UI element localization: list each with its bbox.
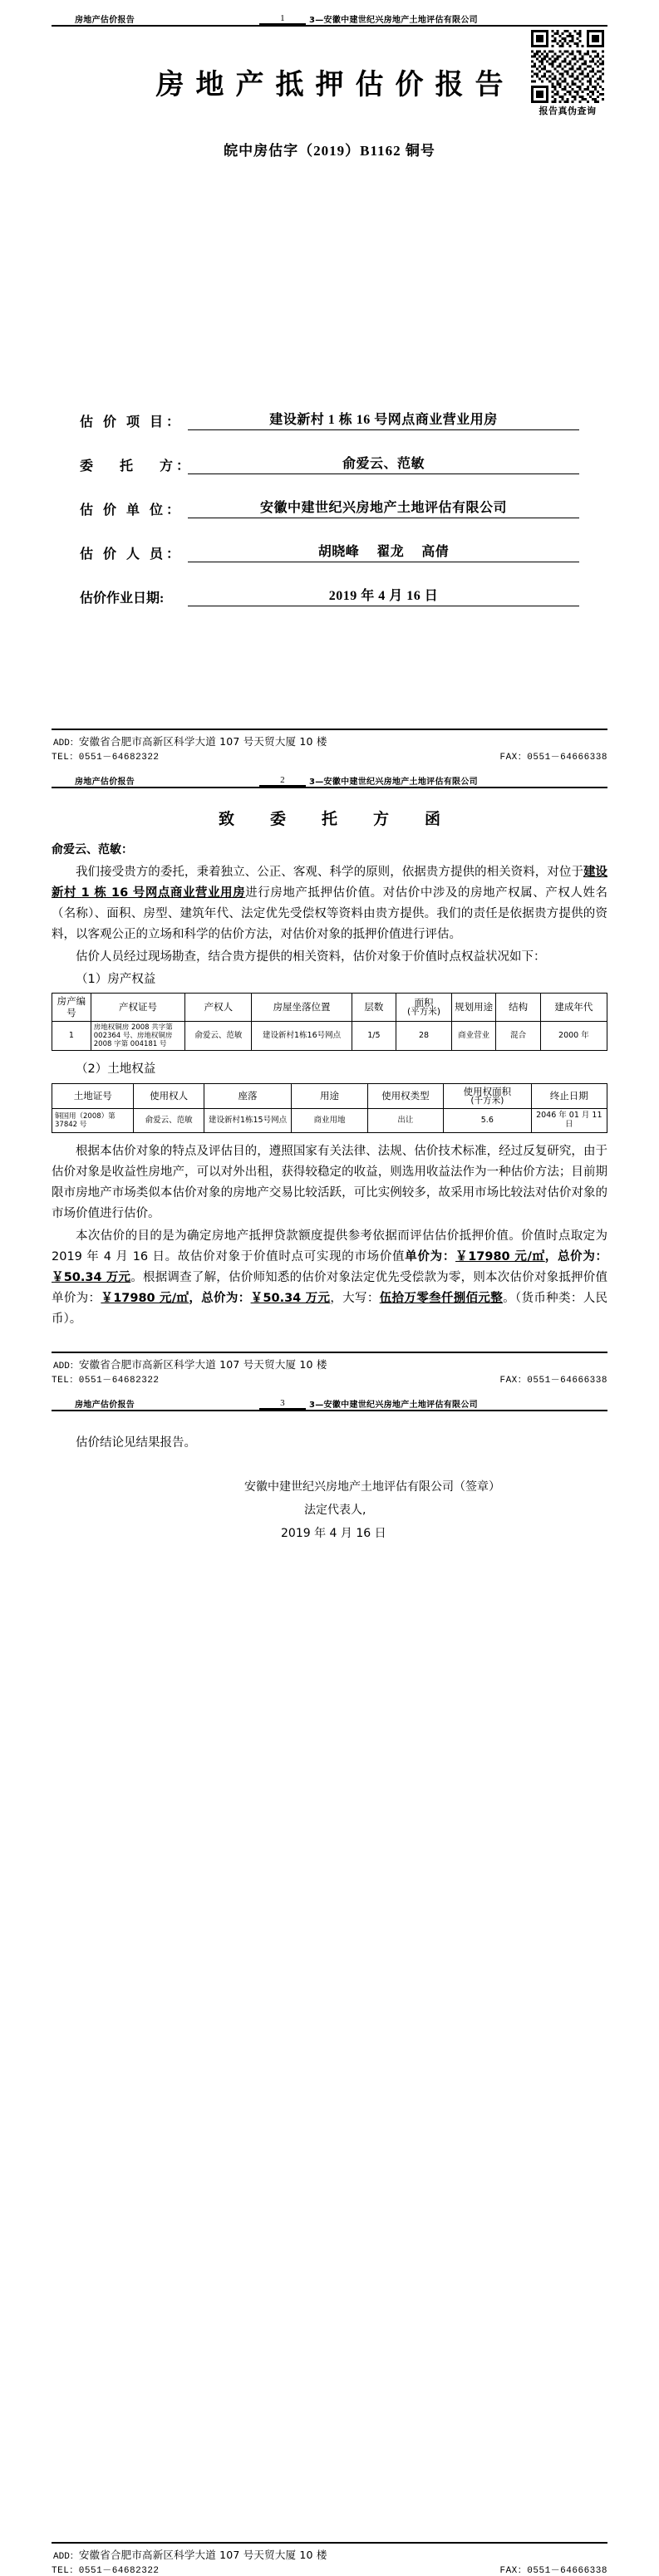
footer-tel: TEL：0551－64682322 — [52, 753, 160, 763]
letter-salutation: 俞爱云、范敏： — [52, 843, 133, 856]
cover-field-label-date: 估价作业日期: — [80, 591, 165, 606]
th-build-year: 建成年代 — [540, 994, 607, 1021]
th-land-area-bottom: (千方米) — [470, 1096, 504, 1106]
section-label-land-rights: （2）土地权益 — [76, 1062, 156, 1077]
td-planned-use: 商业营业 — [451, 1021, 495, 1051]
uppercase-prefix: ，大写： — [330, 1291, 380, 1305]
mortgage-total-label: ，总价为： — [189, 1291, 251, 1305]
cover-field-row — [80, 409, 579, 430]
qr-code-icon — [531, 30, 604, 103]
footer-tel: TEL：0551－64682322 — [52, 2565, 160, 2576]
th-property-no: 房产编号 — [52, 994, 91, 1021]
cover-field-value-firm: 安徽中建世纪兴房地产土地评估有限公司 — [188, 497, 579, 518]
td-location: 建设新村1栋16号网点 — [252, 1021, 352, 1051]
cover-field-row — [80, 497, 579, 518]
signature-company: 安徽中建世纪兴房地产土地评估有限公司（签章） — [244, 1479, 500, 1494]
signature-block — [244, 1475, 607, 1545]
cover-field-label-appraisers: 估 价 人 员： — [80, 547, 184, 562]
cover-field-value-date: 2019 年 4 月 16 日 — [188, 585, 579, 606]
th-land-owner: 使用权人 — [134, 1083, 204, 1108]
total-price-label: ，总价为： — [544, 1249, 608, 1263]
amount-in-words: 伍拾万零叁仟捌佰元整 — [379, 1291, 504, 1305]
qr-caption: 报告真伪查询 — [539, 105, 597, 116]
letter-body — [52, 862, 607, 1330]
table-header-row — [52, 1083, 607, 1108]
footer-add-label: ADD： — [53, 2551, 79, 2562]
th-floors: 层数 — [352, 994, 396, 1021]
valuation-intro: 本次估价的目的是为确定房地产抵押贷款额度提供参考依据而评估估价抵押价值。价值时点取定为 2019 年 4 月 16 日。故估价对象于价值时点可实现的市场价值 — [52, 1229, 607, 1263]
valuation-mid: 。根据调查了解，估价师知悉的估价对象法定优先受偿款为零，则本次估价对象抵押价值单价为： — [52, 1270, 607, 1305]
footer-fax: FAX：0551－64666338 — [499, 2565, 607, 2576]
footer-add-label: ADD： — [53, 738, 79, 748]
th-area-bottom: (平方米) — [407, 1006, 441, 1017]
th-owner: 产权人 — [185, 994, 252, 1021]
cover-field-row — [80, 453, 579, 474]
th-land-end-date: 终止日期 — [531, 1083, 607, 1108]
cover-field-row — [80, 541, 579, 562]
page-footer-1 — [52, 729, 607, 763]
footer-fax: FAX：0551－64666338 — [499, 1375, 607, 1386]
unit-price-label: 单价为： — [405, 1249, 456, 1263]
cover-field-label-project: 估 价 项 目： — [80, 415, 184, 429]
footer-address-line — [52, 734, 607, 748]
letter-paragraph-1: 我们接受贵方的委托，秉着独立、公正、客观、科学的原则，依据贵方提供的相关资料，对位于建设新村 1 栋 16 号网点商业营业用房进行房地产抵押估价值。对估价中涉及的房地产权属、产权人姓名（名称）、面积、房型、建筑年代、法定优先受偿权等资料由贵方提供。我们的责任是依据贵方提供的资料，以客观公正的立场和科学的估价方法，对估价对象的抵押价值进行评估。 — [52, 866, 607, 941]
table-row — [52, 1021, 607, 1051]
th-cert-no: 产权证号 — [91, 994, 185, 1021]
running-header-2 — [52, 762, 607, 788]
th-land-right-type: 使用权类型 — [367, 1083, 443, 1108]
signature-date: 2019 年 4 月 16 日 — [281, 1526, 386, 1540]
property-rights-table — [52, 993, 607, 1051]
td-land-cert-no: 铜国用（2008）第 37842 号 — [52, 1109, 134, 1133]
footer-tel: TEL：0551－64682322 — [52, 1375, 160, 1386]
th-land-cert-no: 土地证号 — [52, 1083, 134, 1108]
running-header-right: 3—安徽中建世纪兴房地产土地评估有限公司 — [309, 778, 478, 787]
running-header-page-number: 1 — [259, 13, 306, 25]
footer-add-label: ADD： — [53, 1361, 79, 1371]
running-header-1 — [52, 0, 607, 27]
td-land-end-date: 2046 年 01 月 11 日 — [531, 1109, 607, 1133]
table-header-row — [52, 994, 607, 1021]
table-row — [52, 1109, 607, 1133]
cover-field-value-appraisers: 胡晓峰 翟龙 高倩 — [188, 541, 579, 562]
th-area-top: 面积 — [414, 996, 434, 1008]
page-title: 房地产抵押估价报告 — [155, 68, 515, 101]
mortgage-total-value: ￥50.34 万元 — [250, 1291, 331, 1305]
running-header-page-number: 2 — [259, 775, 306, 787]
running-header-right: 3—安徽中建世纪兴房地产土地评估有限公司 — [309, 1400, 478, 1410]
total-price-value: ￥50.34 万元 — [52, 1270, 131, 1284]
td-land-owner: 俞爱云、范敏 — [134, 1109, 204, 1133]
section-label-property-rights: （1）房产权益 — [76, 972, 156, 986]
td-cert-no: 房地权铜房 2008 共字第 002364 号、房地权铜房 2008 字第 004181 号 — [91, 1021, 185, 1051]
report-number: 皖中房估字（2019）B1162 铜号 — [224, 143, 435, 159]
th-land-area-top: 使用权面积 — [463, 1085, 512, 1097]
subject-property-underlined: 建设新村 1 栋 16 号网点商业营业用房 — [52, 866, 607, 900]
qr-code-block — [528, 30, 607, 117]
footer-contact-line — [52, 2562, 607, 2576]
td-land-location: 建设新村1栋15号网点 — [204, 1109, 291, 1133]
th-structure: 结构 — [496, 994, 540, 1021]
footer-contact-line — [52, 1371, 607, 1386]
running-header-3 — [52, 1385, 607, 1411]
footer-address-line — [52, 2547, 607, 2562]
td-land-use: 商业用地 — [292, 1109, 367, 1133]
page-footer-2 — [52, 1352, 607, 1386]
cover-info-block — [80, 409, 579, 606]
td-floors: 1/5 — [352, 1021, 396, 1051]
land-rights-table — [52, 1083, 607, 1133]
running-header-right: 3—安徽中建世纪兴房地产土地评估有限公司 — [309, 16, 478, 25]
footer-contact-line — [52, 748, 607, 763]
td-structure: 混合 — [496, 1021, 540, 1051]
td-land-right-type: 出让 — [367, 1109, 443, 1133]
th-land-location: 座落 — [204, 1083, 291, 1108]
td-property-no: 1 — [52, 1021, 91, 1051]
cover-field-label-client: 委 托 方： — [80, 459, 194, 473]
letter-paragraph-3: 根据本估价对象的特点及评估目的，遵照国家有关法律、法规、估价技术标准，经过反复研究，由于估价对象是收益性房地产，可以对外出租，获得较稳定的收益，则选用收益法作为一种估价方法；目前期限市房地产市场类似本估价对象的房地产交易比较活跃，可比实例较多，故采用市场比较法对估价对象的市场价值进行估价。 — [52, 1145, 607, 1220]
th-land-area — [444, 1083, 531, 1108]
th-area — [396, 994, 452, 1021]
th-location: 房屋坐落位置 — [252, 994, 352, 1021]
td-build-year: 2000 年 — [540, 1021, 607, 1051]
page-footer-3 — [52, 2542, 607, 2576]
conclusion-note: 估价结论见结果报告。 — [76, 1435, 196, 1450]
footer-address: 安徽省合肥市高新区科学大道 107 号天贸大厦 10 楼 — [78, 2548, 327, 2561]
closing-block — [52, 1433, 607, 1545]
cover-field-label-firm: 估 价 单 位： — [80, 503, 184, 518]
footer-address: 安徽省合肥市高新区科学大道 107 号天贸大厦 10 楼 — [78, 735, 327, 748]
cover-field-row — [80, 585, 579, 606]
td-land-area: 5.6 — [444, 1109, 531, 1133]
footer-address-line — [52, 1357, 607, 1371]
currency-note: 。（货币种类：人民币）。 — [52, 1291, 608, 1326]
letter-title: 致 委 托 方 函 — [218, 810, 450, 828]
cover-field-value-client: 俞爱云、范敏 — [188, 453, 579, 474]
cover-field-value-project: 建设新村 1 栋 16 号网点商业营业用房 — [188, 409, 579, 430]
th-land-use: 用途 — [292, 1083, 367, 1108]
td-owner: 俞爱云、范敏 — [185, 1021, 252, 1051]
letter-paragraph-4 — [52, 1226, 607, 1330]
running-header-left: 房地产估价报告 — [75, 778, 135, 787]
running-header-page-number: 3 — [259, 1398, 306, 1410]
mortgage-unit-price-value: ￥17980 元/㎡ — [101, 1291, 189, 1305]
td-area: 28 — [396, 1021, 452, 1051]
signature-legal-rep: 法定代表人, — [304, 1503, 366, 1517]
footer-address: 安徽省合肥市高新区科学大道 107 号天贸大厦 10 楼 — [78, 1357, 327, 1371]
running-header-left: 房地产估价报告 — [75, 1400, 135, 1410]
unit-price-value: ￥17980 元/㎡ — [455, 1249, 545, 1263]
running-header-left: 房地产估价报告 — [75, 16, 135, 25]
th-planned-use: 规划用途 — [451, 994, 495, 1021]
footer-fax: FAX：0551－64666338 — [499, 753, 607, 763]
letter-paragraph-2: 估价人员经过现场勘查，结合贵方提供的相关资料，估价对象于价值时点权益状况如下： — [76, 949, 546, 964]
